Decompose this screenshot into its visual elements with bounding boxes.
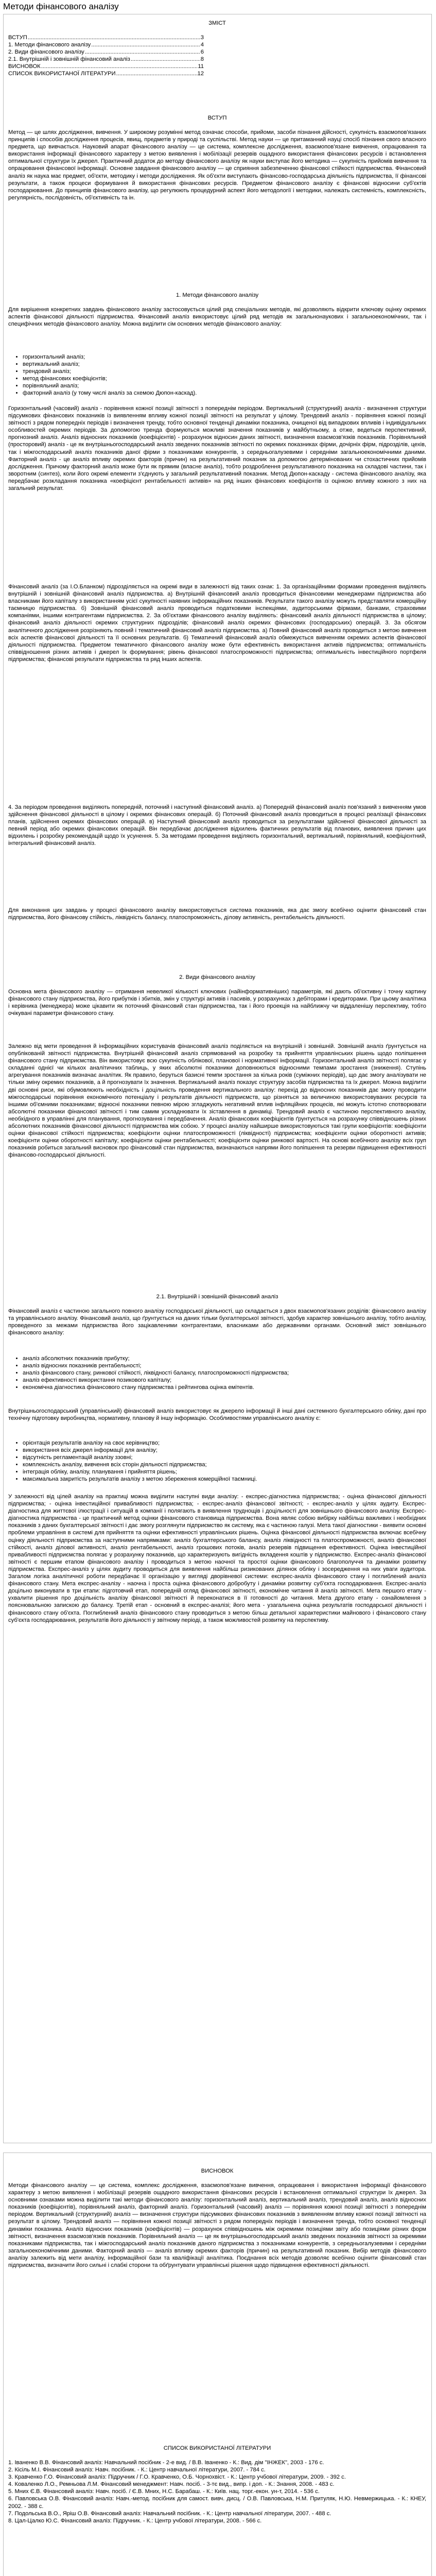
conclusion-paragraph: Методи фінансового аналізу — це система, комплекс дослідження, взаємопов'язане вивчення, опрацювання і використання інформації фінансового характеру з метою виявлення і мобілізації резервів ощадного використання фінансових ресурсів і встановлення оптимальної структури їх джерел. За основними ознаками можна виділити такі методи фінансового аналізу: горизонтальний аналіз, вертикальний аналіз, трендовий аналіз, аналіз відносних показників (коефіцієнтів), порівняльний аналіз, факторний аналіз. Горизонтальний (часовий) аналіз — порівняння кожної позиції звітності з попереднім періодом. Вертикальний (структурний) аналіз — визначення структури підсумкових фінансових показників з виявленням впливу кожної позиції звітності на результат в цілому. Трендовий аналіз — порівняння кожної позиції звітності з рядом попередніх періодів і визначення тренда, тобто основної тенденції динаміки показника. Аналіз відносних показників (коефіцієнтів) — розрахунок співвідношень між окремими позиціями звіту або позиціями різних форм звітності, визначення взаємозв'язків показників. Порівняльний аналіз — це як внутрішньогосподарський аналіз зведених показників звітності за окремими показниками підприємства, так і міжгосподарський аналіз показників даного підприємства з показниками конкурентів, з середньогалузевими і середніми загальноекономічними даними. Факторний аналіз — аналіз впливу окремих факторів (причин) на результативний показник. Вибір методів фінансового аналізу залежить від мети аналізу, інформаційної бази та кваліфікації аналітика. Поєднання всіх методів дозволяє всебічно оцінити фінансовий стан підприємства, визначити його сильні і слабкі сторони та обґрунтувати управлінські рішення щодо підвищення ефективності діяльності.	[8, 2182, 426, 2269]
list-item: • вертикальний аналіз;	[23, 361, 436, 368]
list-item: • аналіз ефективності використання позикового капіталу;	[23, 1377, 436, 1384]
list-item: • горизонтальний аналіз;	[23, 353, 436, 361]
document-sheet	[3, 2153, 432, 2576]
reference-item: 2. Кісіль М.І. Фінансовий аналіз: Навч. посібник. - К.: Центр навчальної літератури, 2007. - 784 с.	[8, 2467, 266, 2473]
section-1-heading: 1. Методи фінансового аналізу	[176, 292, 259, 298]
section-2-1-heading: 2.1. Внутрішній і зовнішній фінансовий аналіз	[156, 1294, 278, 1300]
intro-paragraph: Метод — це шлях дослідження, вивчення. У широкому розумінні метод означає способи, прийоми, засоби пізнання дійсності, сукупність взаємопов'язаних принципів і способів дослідження процесів, явищ, предметів у природі та суспільстві. Метод науки — це притаманний науці спосіб пізнання свого власного предмета, що вивчається. Науковий апарат фінансового аналізу — це система, комплексне дослідження, взаємопов'язане вивчення, опрацювання та використання інформації фінансового характеру з метою виявлення і мобілізації резервів ощадного використання фінансових ресурсів і встановлення оптимальної структури їх джерел. Практичний додаток до методу фінансового аналізу як науки виступає його методика — сукупність прийомів вивчення та опрацювання фінансової інформації. Основне завдання фінансового аналізу — це сприяння забезпеченню фінансової стійкості підприємства. Фінансовий аналіз як наука має предмет, об'єкти, методику і методи дослідження. Як об'єкти виступають фінансово-господарська діяльність підприємства, її фінансові результати, а також процеси формування й використання фінансових ресурсів. Предметом фінансового аналізу є фінансові відносини суб'єктів господарювання. До принципів фінансового аналізу, що регулюють процедурний аспект його методології і методики, належать системність, комплексність, регулярність, послідовність, об'єктивність та ін.	[8, 129, 426, 201]
toc-item-label: 1. Методи фінансового аналізу	[8, 42, 91, 48]
intro-heading: ВСТУП	[207, 115, 227, 121]
page-title: Методи фінансового аналізу	[3, 2, 119, 11]
toc-item-page: 11	[198, 63, 204, 70]
list-item: • інтеграція обліку, аналізу, планування і прийняття рішень;	[23, 1468, 436, 1476]
section-2-heading: 2. Види фінансового аналізу	[179, 974, 255, 980]
list-item: • максимальна закритість результатів аналізу з метою збереження комерційної таємниці.	[23, 1476, 436, 1483]
section-2-1-paragraph-1: Фінансовий аналіз є частиною загального повного аналізу господарської діяльності, що складається з двох взаємопов'язаних розділів: фінансового аналізу та управлінського аналізу. Фінансовий аналіз, що ґрунтується на даних тільки бухгалтерської звітності, здобув характер зовнішнього аналізу, тобто аналізу, проведеного за межами підприємства його зацікавленими контрагентами, власниками або державними органами. Основний зміст зовнішнього фінансового аналізу:	[8, 1308, 426, 1336]
reference-item: 6. Павловська О.В. Фінансовий аналіз: Навч.-метод. посібник для самост. вивч. дисц. / О.В. Павловська, Н.М. Притуляк, Н.Ю. Невмержицька. - К.: КНЕУ, 2002. - 388 с.	[8, 2496, 426, 2510]
reference-item: 5. Мних Є.В. Фінансовий аналіз: Навч. посіб. / Є.В. Мних, Н.С. Барабаш. - К.: Київ. нац. торг.-екон. ун-т, 2014. - 536 с.	[8, 2488, 320, 2495]
list-item: • використання всіх джерел інформації для аналізу;	[23, 1447, 436, 1454]
conclusion-heading: ВИСНОВОК	[201, 2168, 234, 2174]
methods-list	[8, 353, 436, 397]
toc-item-label: 2. Види фінансового аналізу	[8, 49, 84, 56]
list-item: • комплексність аналізу, вивчення всіх сторін діяльності підприємства;	[23, 1461, 436, 1468]
external-analysis-list	[8, 1355, 436, 1391]
list-item: • аналіз відносних показників рентабельності;	[23, 1362, 436, 1369]
toc-item-page: 8	[200, 56, 204, 63]
management-analysis-list	[8, 1439, 436, 1483]
list-item: • аналіз фінансового стану, ринкової стійкості, ліквідності балансу, платоспроможності підприємства;	[23, 1369, 436, 1377]
toc-heading: ЗМІСТ	[208, 20, 226, 26]
list-item: • орієнтація результатів аналізу на своє керівництво;	[23, 1439, 436, 1447]
section-2-paragraph-1: Основна мета фінансового аналізу — отримання невеликої кількості ключових (найінформативніших) параметрів, які дають об'єктивну і точну картину фінансового стану підприємства, його прибутків і збитків, змін у структурі активів і пасивів, у розрахунках з дебіторами і кредиторами. При цьому аналітика і керівника (менеджера) може цікавити як поточний фінансовий стан підприємства, так і його проекція на найближчу чи віддаленішу перспективу, тобто очікувані параметри фінансового стану.	[8, 989, 426, 1017]
section-2-1-paragraph-3: У залежності від цілей аналізу на практиці можна виділити наступні види аналізу: - експрес-діагностика підприємства; - оцінка фінансової діяльності підприємства; - оцінка інвестиційної привабливості підприємства; - експрес-аналіз фінансової звітності; - експрес-аналіз у цілях аудиту. Експрес-діагностика для життєвої ілюстрації і ситуацій в компанії і полягають в виявлення труднощів і доцільності для зовнішнього фінансового аналізу. Експрес-діагностика підприємства - це практичний метод оцінки фінансового становища підприємства. Вона являє собою вибірку найбільш важливих і необхідних показників з даних бухгалтерської звітності і дає змогу розглянути підприємство як систему, яка є частиною галузі. Мета такої діагностики - виявити основні проблеми управління в системі для прийняття та оцінки ефективності управлінських рішень. Оцінка фінансової діяльності підприємства включає всебічну оцінку діяльності підприємства за наступними напрямками: аналіз бухгалтерського балансу, аналіз ліквідності та платоспроможності, аналіз фінансової стійкості, аналіз ділової активності, аналіз рентабельності, аналіз грошових потоків, аналіз резервів підвищення ефективності. Оцінка інвестиційної привабливості підприємства полягає у розрахунку показників, що характеризують вигідність вкладення коштів у підприємство. Експрес-аналіз фінансової звітності є першим етапом фінансового аналізу і проводиться з метою наочної та простої оцінки фінансового благополуччя та динаміки розвитку підприємства. Експрес-аналіз у цілях аудиту проводиться для виявлення найбільш ризикованих ділянок обліку і зосередження на них уваги аудитора. Загалом логіка аналітичної роботи передбачає її організацію у вигляді дворівневої системи: експрес-аналіз фінансового стану і поглиблений аналіз фінансового стану. Мета експрес-аналізу - наочна і проста оцінка фінансового добробуту і динаміки розвитку суб'єкта господарювання. Експрес-аналіз доцільно виконувати в три етапи: підготовчий етап, попередній огляд фінансової звітності, економічне читання й аналіз звітності. Мета першого етапу - ухвалити рішення про доцільність аналізу фінансової звітності й переконатися в її готовності до читання. Мета другого етапу - ознайомлення з пояснювальною запискою до балансу. Третій етап - основний в експрес-аналізі; його мета - узагальнена оцінка результатів господарської діяльності і фінансового стану об'єкта. Поглиблений аналіз фінансового стану проводиться з метою більш детальної характеристики майнового і фінансового стану суб'єкта господарювання, результатів його діяльності у звітному періоді, а також можливостей розвитку на перспективу.	[8, 1494, 426, 1623]
section-2-paragraph-2: Залежно від мети проведення й інформаційних користувачів фінансовий аналіз поділяється на внутрішній і зовнішній. Зовнішній аналіз ґрунтується на опублікованій звітності підприємства. Внутрішній фінансовий аналіз спрямований на розробку та прийняття управлінських рішень щодо поліпшення фінансового стану підприємства. Він використовує всю сукупність облікової, планової і нормативної інформації. Горизонтальний аналіз звітності полягає у складанні однієї чи кількох аналітичних таблиць, у яких абсолютні показники доповнюються відносними темпами зростання (зниження). Ступінь агрегування показників визначає аналітик. Як правило, беруться базисні темпи зростання за кілька років (суміжних періодів), що дає змогу аналізувати не тільки зміну окремих показників, а й прогнозувати їх значення. Вертикальний аналіз показує структуру засобів підприємства та їх джерел. Можна виділити дві основні риси, які обумовлюють необхідність і доцільність проведення вертикального аналізу: перехід до відносних показників дає змогу проводити міжгосподарські порівняння економічного потенціалу і результатів діяльності підприємств, що різняться за величиною використовуваних ресурсів та іншими об'ємними показниками; відносні показники певною мірою згладжують негативний вплив інфляційних процесів, які можуть істотно спотворювати абсолютні показники фінансової звітності і тим самим ускладнювати їх зіставлення в динаміці. Трендовий аналіз є частиною перспективного аналізу, необхідного в управлінні для планування, прогнозування і передбачення. Аналіз фінансових коефіцієнтів ґрунтується на розрахунку співвідношень різних абсолютних показників фінансової діяльності підприємства між собою. У процесі аналізу найширше використовуються такі групи коефіцієнтів: коефіцієнти оцінки фінансової стійкості підприємства; коефіцієнти оцінки платоспроможності (ліквідності) підприємства; коефіцієнти оцінки оборотності активів; коефіцієнти оцінки оборотності капіталу; коефіцієнти оцінки рентабельності; коефіцієнти оцінки ринкової вартості. На основі всебічного аналізу всіх груп показників робиться загальний висновок про фінансовий стан підприємства, визначаються напрями його поліпшення та резерви підвищення ефективності фінансово-господарської діяльності.	[8, 1043, 426, 1159]
reference-item: 3. Кравченко Г.О. Фінансовий аналіз: Підручник / Г.О. Кравченко, О.Б. Чорнохвіст. - К.: Центр учбової літератури, 2009. - 392 с.	[8, 2474, 346, 2481]
toc-item-page: 4	[200, 42, 204, 48]
section-1-paragraph-4: 4. За періодом проведення виділяють попередній, поточний і наступний фінансовий аналіз. а) Попередній фінансовий аналіз пов'язаний з вивченням умов здійснення фінансової діяльності в цілому і окремих фінансових операцій. б) Поточний фінансовий аналіз проводиться в процесі реалізації фінансових планів, здійснення окремих фінансових операцій. в) Наступний фінансовий аналіз проводиться за результатами здійсненої фінансової діяльності за певний період або окремих фінансових операцій. Він передбачає дослідження відхилень фактичних результатів від планових, виявлення причин цих відхилень і розробку рекомендацій щодо їх усунення. 5. За методами проведення виділяють горизонтальний, вертикальний, порівняльний, коефіцієнтний, інтегральний фінансовий аналіз.	[8, 804, 426, 847]
toc-item-label: 2.1. Внутрішній і зовнішній фінансовий аналіз	[8, 56, 130, 63]
toc-item[interactable]	[8, 41, 204, 48]
references-heading: СПИСОК ВИКОРИСТАНОЇ ЛІТЕРАТУРИ	[163, 2445, 271, 2451]
toc-item-label: ВИСНОВОК	[8, 63, 41, 70]
toc-item-page: 3	[200, 35, 204, 41]
section-1-paragraph-1: Для вирішення конкретних завдань фінансового аналізу застосовується цілий ряд спеціальних методів, які дозволяють відкрити ключову оцінку окремих аспектів фінансової діяльності підприємства. Фінансовий аналіз використовує цілий ряд методів як загальнонаукових і загальноекономічних, так і специфічних методів фінансового аналізу. Можна виділити сім основних методів фінансового аналізу:	[8, 307, 426, 328]
reference-item: 7. Подольська В.О., Яріш О.В. Фінансовий аналіз: Навчальний посібник. - К.: Центр навчальної літератури, 2007. - 488 с.	[8, 2510, 332, 2517]
toc-item[interactable]	[8, 34, 204, 41]
toc-item-page: 6	[200, 49, 204, 56]
reference-item: 4. Коваленко Л.О., Ремньова Л.М. Фінансовий менеджмент: Навч. посіб. - 3-тє вид., випр. і доп. - К.: Знання, 2008. - 483 с.	[8, 2481, 335, 2488]
toc-item-page: 12	[197, 71, 204, 77]
document-sheet	[3, 14, 432, 2143]
section-2-1-paragraph-2: Внутрішньогосподарський (управлінський) фінансовий аналіз використовує як джерело інформації й інші дані системного бухгалтерського обліку, дані про технічну підготовку виробництва, нормативну, планову й іншу інформацію. Особливостями управлінського аналізу є:	[8, 1408, 426, 1422]
table-of-contents	[8, 34, 204, 78]
section-1-paragraph-3: Фінансовий аналіз (за І.О.Бланком) підрозділяється на окремі види в залежності від таких ознак: 1. За організаційними формами проведення виділяють внутрішній і зовнішній фінансовий аналіз підприємства. а) Внутрішній фінансовий аналіз проводиться фінансовими менеджерами підприємства або власниками його капіталу з використанням усієї сукупності наявних інформаційних показників. Результати такого аналізу можуть представляти комерційну таємницю підприємства. б) Зовнішній фінансовий аналіз проводиться податковими інспекціями, аудиторськими фірмами, банками, страховими компаніями, іншими контрагентами підприємства. 2. За об'єктами фінансового аналізу виділяють: фінансовий аналіз діяльності підприємства в цілому; фінансовий аналіз діяльності окремих структурних підрозділів; фінансовий аналіз окремих фінансових (господарських) операцій. 3. За обсягом аналітичного дослідження розрізняють повний і тематичний фінансовий аналіз підприємства. а) Повний фінансовий аналіз проводиться з метою вивчення всіх аспектів фінансової діяльності та її основних результатів. б) Тематичний фінансовий аналіз обмежується вивченням окремих аспектів фінансової діяльності підприємства. Предметом тематичного фінансового аналізу може бути ефективність використання активів підприємства; оптимальність співвідношення різних активів і джерел їх формування; рівень фінансової платоспроможності підприємства; оптимальність інвестиційного портфеля підприємства; фінансові результати підприємства та ряд інших аспектів.	[8, 584, 426, 663]
toc-item[interactable]	[8, 48, 204, 56]
toc-item-label: ВСТУП	[8, 35, 27, 41]
list-item: • метод фінансових коефіцієнтів;	[23, 375, 436, 382]
list-item: • трендовий аналіз;	[23, 368, 436, 375]
toc-item-label: СПИСОК ВИКОРИСТАНОЇ ЛІТЕРАТУРИ	[8, 71, 116, 77]
references-list	[8, 2459, 426, 2524]
list-item: • факторний аналіз (у тому числі аналіз за схемою Дюпон-каскад).	[23, 389, 436, 397]
section-1-paragraph-5: Для виконання цих завдань у процесі фінансового аналізу використовується система показників, яка дає змогу всебічно оцінити фінансовий стан підприємства, його фінансову стійкість, ліквідність балансу, платоспроможність, ділову активність, рентабельність діяльності.	[8, 907, 426, 921]
toc-item[interactable]	[8, 63, 204, 70]
toc-item[interactable]	[8, 56, 204, 63]
toc-item[interactable]	[8, 70, 204, 77]
reference-item: 1. Іваненко В.В. Фінансовий аналіз: Навчальний посібник - 2-е вид. / В.В. Іваненко - К.: Вид. дім "ІНЖЕК", 2003 - 176 с.	[8, 2460, 324, 2466]
list-item: • відсутність регламентацій аналізу ззовні;	[23, 1454, 436, 1461]
list-item: • аналіз абсолютних показників прибутку;	[23, 1355, 436, 1362]
list-item: • порівняльний аналіз;	[23, 382, 436, 389]
reference-item: 8. Цал-Цалко Ю.С. Фінансовий аналіз: Підручник. - К.: Центр учбової літератури, 2008. - 566 с.	[8, 2517, 262, 2524]
list-item: • економічна діагностика фінансового стану підприємства і рейтингова оцінка емітентів.	[23, 1384, 436, 1391]
section-1-paragraph-2: Горизонтальний (часовий) аналіз - порівняння кожної позиції звітності з попереднім періодом. Вертикальний (структурний) аналіз - визначення структури підсумкових фінансових показників із виявленням впливу кожної позиції звітності на результат у цілому. Трендовий аналіз - порівняння кожної позиції звітності з рядом попередніх періодів і визначення тренду, тобто основної тенденції динаміки показника, очищеної від випадкових впливів і індивідуальних особливостей окремих періодів. За допомогою тренда формуються можливі значення показників у майбутньому, а отже, ведеться перспективний, прогнозний аналіз. Аналіз відносних показників (коефіцієнтів) - розрахунок відносин даних звітності, визначення взаємозв'язків показників. Порівняльний (просторовий) аналіз - це як внутрішньогосподарський аналіз зведених показників звітності по окремих показниках фірми, дочірніх фірм, підрозділів, цехів, так і міжгосподарський аналіз показників даної фірми з показниками конкурентів, з середньогалузевими і середніми загальноекономічними даними. Факторний аналіз - це аналіз впливу окремих факторів (причин) на результативний показник за допомогою детермінованих чи стохастичних прийомів дослідження. Причому факторний аналіз може бути як прямим (власне аналіз), тобто роздроблення результативного показника на складові частини, так і зворотним (синтез), коли його окремі елементи з'єднують у загальний результативний показник. Метод Дюпон-каскаду - система фінансового аналізу, яка передбачає розкладання показника «коефіцієнт рентабельності активів» на ряд інших фінансових коефіцієнтів із оцінкою впливу кожного з них на загальний результат.	[8, 405, 426, 492]
